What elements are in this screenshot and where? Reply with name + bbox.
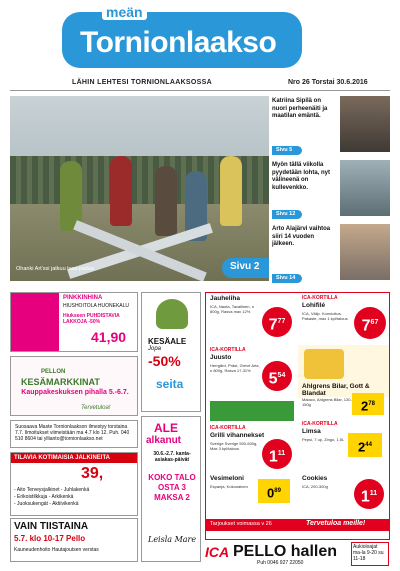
ad-seita-kesaale[interactable] — [141, 292, 201, 412]
ad-heading: PINKKINHINA — [63, 295, 103, 301]
banner-right: Tervetuloa meille! — [306, 520, 366, 527]
ica-item[interactable] — [298, 345, 390, 397]
produce-photo — [210, 401, 294, 421]
ica-item[interactable] — [298, 419, 390, 471]
price-badge: $1^{11}$ — [354, 479, 384, 509]
store-phone: Puh 0046 927 22050 — [257, 560, 304, 566]
ica-card-label: ICA-KORTILLA — [302, 421, 338, 427]
teaser-tag[interactable]: Sivu 14 — [272, 274, 302, 283]
product-name: Ahlgrens Bilar, Gott & Blandat — [302, 383, 370, 397]
teaser-text: Katriina Sipilä on nuori perheenäiti ja maatilan emäntä. — [272, 98, 328, 119]
ad-heading-2: alkanut — [146, 435, 182, 446]
teaser-photo — [340, 224, 390, 280]
ad-heading: VAIN TIISTAINA — [14, 521, 89, 532]
ad-subheading: HIUSHOITOLA HUONEKALU — [63, 303, 130, 309]
opening-hours: Aukioloajat ma-la 9-20 su 11-18 — [351, 542, 389, 566]
product-name: Limsa — [302, 428, 321, 435]
teaser-3[interactable] — [272, 224, 390, 286]
banner-left: Tarjoukset voimassa v 26 — [210, 521, 272, 527]
teaser-1[interactable] — [272, 96, 390, 158]
ad-heading: KESÄMARKKINAT — [21, 377, 100, 387]
notice-text: Suosaava Maste Tornionlaakson ilmestyy torstaina 7.7. Ilmoitukset viimeistään ma 4.7 klo 12. Puh. 040 510 8604 tai yllianto@tornionlaakso.net — [15, 424, 130, 442]
ica-item-desc — [298, 397, 390, 417]
product-desc: Sverige Sverige 500-600g, Max 3 kpl/talous — [210, 441, 258, 451]
price-badge: $2^{78}$ — [352, 393, 384, 415]
ad-line: - Erikoistilkkuja - Arkikenkä — [14, 494, 74, 500]
teaser-2[interactable] — [272, 160, 390, 222]
ica-item[interactable] — [206, 345, 298, 397]
ica-item[interactable] — [298, 473, 390, 517]
ad-heading: ALE — [154, 421, 178, 435]
price-badge: $0^{89}$ — [258, 479, 290, 503]
ad-note: Kauneudenhoito Hautajoutsen verstas — [14, 547, 99, 553]
price-badge: $1^{11}$ — [262, 439, 292, 469]
product-desc: ICA, Välip. Kunnioitus, Pakaste, max 1 kpl/talous — [302, 311, 348, 321]
product-name: Cookies — [302, 475, 328, 482]
masthead-subtitle: LÄHIN LEHTESI TORNIONLAAKSOSSA — [72, 79, 212, 86]
ad-discount: -50% — [148, 353, 181, 369]
photo-person — [110, 156, 132, 226]
product-desc: Malaco, Ahlgrens Bilar, 130-150g — [302, 397, 352, 407]
product-name: Jauheliha — [210, 295, 240, 302]
store-name: PELLO hallen — [233, 543, 338, 560]
teaser-tag[interactable]: Sivu 12 — [272, 210, 302, 219]
ad-signoff: Tervetuloa! — [81, 405, 111, 411]
photo-person — [155, 166, 177, 236]
brand-logo: seita — [156, 377, 184, 391]
price-badge: $7^{77}$ — [262, 307, 292, 337]
ad-line: - Juoksukengät - Aktiivikenkä — [14, 501, 79, 507]
ad-ica-pello[interactable] — [205, 292, 390, 540]
ad-price: 41,90 — [91, 329, 127, 345]
logo-title: Tornionlaakso — [80, 26, 277, 59]
issue-info: Nro 26 Torstai 30.6.2016 — [288, 79, 368, 86]
ad-pinkkinhina[interactable] — [10, 292, 138, 352]
ad-date: 5.7. klo 10-17 Pello — [14, 534, 86, 543]
teaser-tag[interactable]: Sivu 5 — [272, 146, 302, 155]
teaser-photo — [340, 160, 390, 216]
lead-photo[interactable] — [10, 96, 269, 281]
teaser-text: Myön tällä viikolla pyydetään lohta, nyt välineenä on kullevenkko. — [272, 162, 331, 191]
teaser-text: Arto Alajärvi vaihtoa siiri 14 vuoden jälkeen. — [272, 226, 331, 247]
ica-item[interactable] — [206, 473, 298, 517]
ad-subheading: Jopa — [148, 346, 162, 352]
ica-footer[interactable] — [205, 542, 390, 566]
product-name: Lohifilé — [302, 302, 326, 309]
product-name: Juusto — [210, 354, 232, 361]
ad-kesamarkkinat[interactable] — [10, 356, 138, 416]
product-desc: Herrgård, Präst, Grevé Arla, n 800g, Rasva 17-31% — [210, 363, 260, 373]
ica-logo: ICA — [205, 544, 230, 560]
teaser-photo — [340, 96, 390, 152]
ad-image — [11, 293, 59, 352]
ad-line: PELLON — [41, 369, 66, 375]
ad-offer: Hiukseen PUHDISTAVIA LAKKOJA -50% — [63, 313, 120, 325]
ica-item[interactable] — [206, 293, 298, 343]
divider — [10, 90, 390, 91]
product-name: Grilli vihannekset — [210, 432, 265, 439]
product-desc: Espanja, Kokonainen — [210, 484, 248, 489]
logo-kicker: meän — [102, 4, 147, 20]
ad-deadline-notice[interactable] — [10, 420, 138, 448]
candy-icon — [304, 349, 344, 379]
ad-price: 39, — [81, 465, 104, 482]
ad-dates: 30.6.-2.7. kanta-asiakas-päivät — [153, 451, 191, 463]
photo-person — [220, 156, 242, 226]
ad-offer: KOKO TALO OSTA 3 MAKSA 2 — [148, 473, 196, 502]
product-desc: Pepsi, 7 up, Zingo, 1,5L — [302, 437, 345, 442]
ad-kotimaisia-jalkineita[interactable] — [10, 452, 138, 516]
ad-heading: KESÄALE — [148, 337, 187, 346]
ica-banner — [206, 519, 390, 531]
page-tag[interactable]: Sivu 2 — [222, 258, 269, 278]
brand-logo: Leisla Mare — [148, 535, 197, 544]
ica-item[interactable] — [206, 399, 298, 471]
masthead — [0, 0, 400, 98]
cactus-icon — [156, 299, 188, 329]
ad-vain-tiistaina[interactable] — [10, 518, 138, 562]
newspaper-logo[interactable] — [62, 4, 302, 68]
ica-card-label: ICA-KORTILLA — [210, 347, 246, 353]
ad-subheading: Kauppakeskuksen pihalla 5.-6.7. — [21, 389, 129, 396]
ica-item[interactable] — [298, 293, 390, 343]
product-name: Vesimeloni — [210, 475, 244, 482]
price-badge: $2^{44}$ — [348, 433, 382, 457]
product-desc: ICA, Nauta, Tavallinen, n 800g, Rasva max 12% — [210, 304, 254, 314]
product-desc: ICA, 200-300g — [302, 484, 328, 489]
ica-card-label: ICA-KORTILLA — [302, 295, 338, 301]
photo-caption: Ohanki Art'ssi jatkuu taas joulua — [16, 266, 94, 272]
ad-line: - Aito Terveysjalkinet - Juhlakenkä — [14, 487, 90, 493]
ad-heading: TILAVIA KOTIMAISIA JALKINEITA — [11, 453, 138, 463]
price-badge: $7^{67}$ — [354, 307, 386, 339]
ad-ale-alkanut[interactable] — [141, 416, 201, 562]
ica-card-label: ICA-KORTILLA — [210, 425, 246, 431]
price-badge: $5^{54}$ — [262, 361, 292, 391]
